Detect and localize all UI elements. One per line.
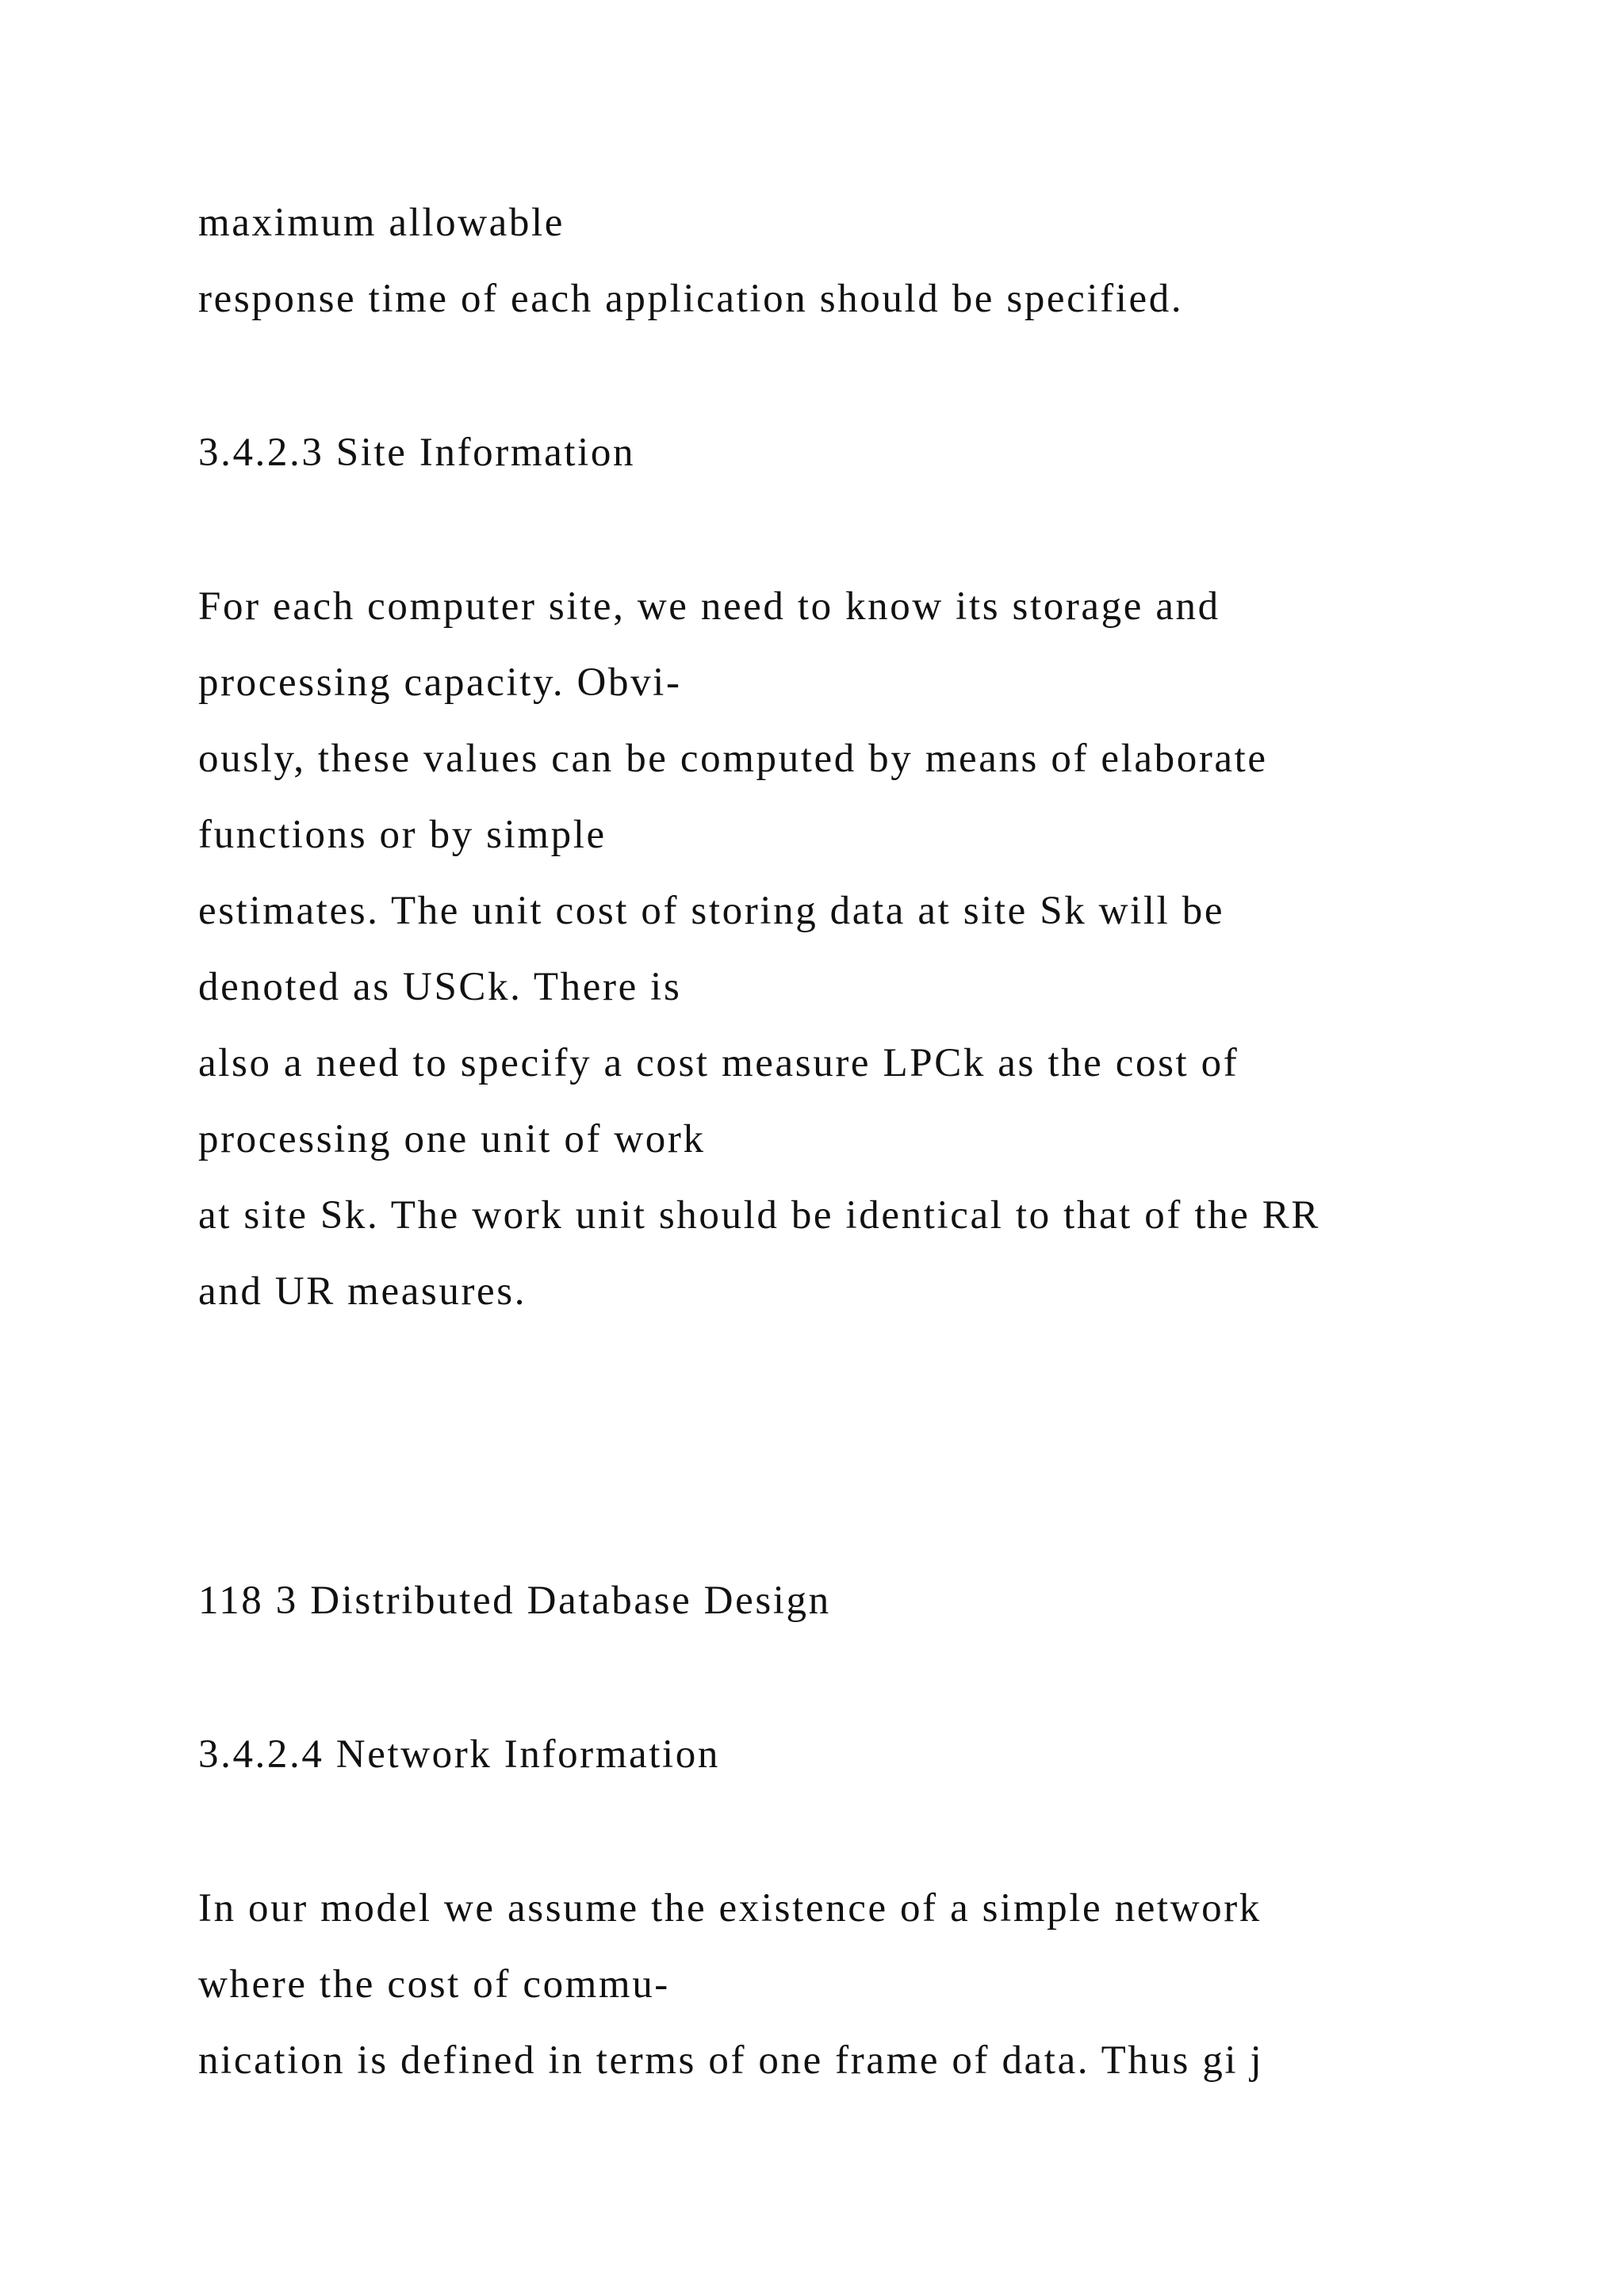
text-line: estimates. The unit cost of storing data at site Sk will be [198, 889, 1225, 933]
text-line: ously, these values can be computed by means of elaborate [198, 737, 1268, 781]
text-line: denoted as USCk. There is [198, 965, 682, 1009]
text-line: maximum allowable [198, 201, 565, 245]
text-line: where the cost of commu- [198, 1962, 670, 2007]
text-line: at site Sk. The work unit should be identical to that of the RR [198, 1193, 1321, 1238]
running-header: 118 3 Distributed Database Design [198, 1578, 831, 1623]
text-line: nication is defined in terms of one frame of data. Thus gi j [198, 2038, 1264, 2083]
section-heading: 3.4.2.3 Site Information [198, 430, 636, 475]
text-line: also a need to specify a cost measure LPCk as the cost of [198, 1041, 1239, 1085]
text-line: processing one unit of work [198, 1117, 706, 1161]
text-line: response time of each application should be specified. [198, 277, 1184, 321]
section-heading: 3.4.2.4 Network Information [198, 1732, 720, 1777]
text-line: functions or by simple [198, 813, 607, 857]
text-line: and UR measures. [198, 1269, 527, 1314]
text-line: In our model we assume the existence of a simple network [198, 1886, 1262, 1931]
text-line: processing capacity. Obvi- [198, 660, 682, 705]
text-line: For each computer site, we need to know its storage and [198, 584, 1220, 629]
